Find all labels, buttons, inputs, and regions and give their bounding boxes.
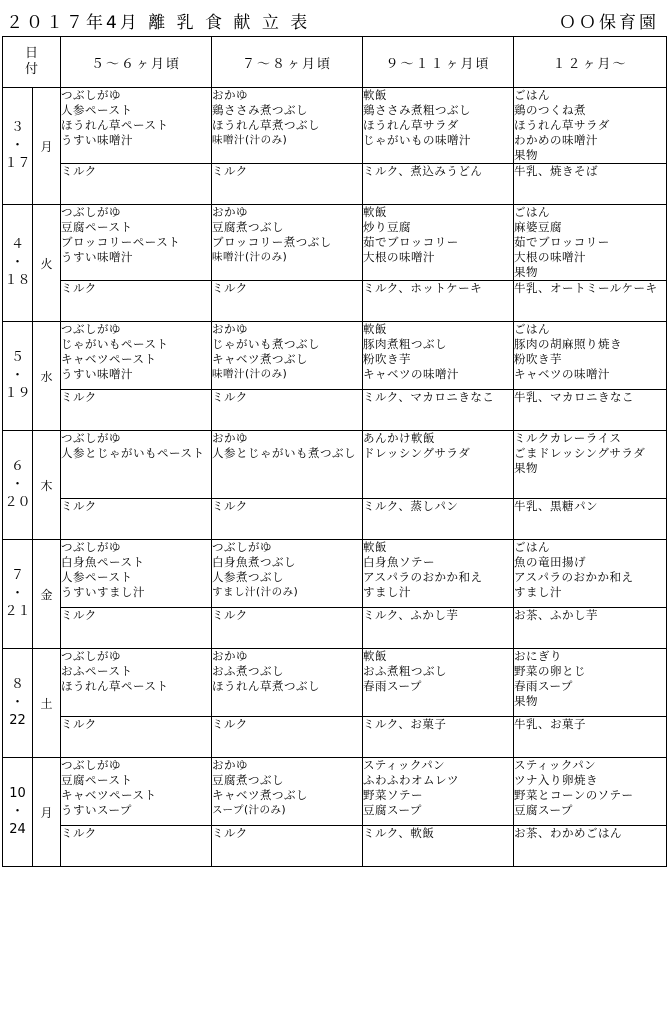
snack-cell xyxy=(514,390,667,431)
meal-item: つぶしがゆ xyxy=(61,205,122,219)
snack-cell xyxy=(61,164,212,205)
meal-item: うすい味噌汁 xyxy=(61,250,134,264)
meal-item: おふ煮粗つぶし xyxy=(363,664,448,678)
meal-item: ドレッシングサラダ xyxy=(363,446,471,460)
snack-item: ミルク、お菓子 xyxy=(363,717,447,731)
meal-item: つぶしがゆ xyxy=(61,649,122,663)
meal-item: ごはん xyxy=(514,205,551,219)
meal-cell xyxy=(363,758,514,826)
meal-item: うすいスープ xyxy=(61,803,132,817)
meal-item: おかゆ xyxy=(212,322,249,336)
meal-cell xyxy=(514,88,667,164)
meal-item: キャベツペースト xyxy=(61,788,157,802)
meal-cell xyxy=(514,540,667,608)
snack-item: 牛乳、お菓子 xyxy=(514,717,587,731)
day-snack-row xyxy=(3,281,667,322)
meal-item: 白身魚煮つぶし xyxy=(212,555,297,569)
meal-cell xyxy=(363,322,514,390)
meal-cell xyxy=(363,205,514,281)
snack-cell xyxy=(212,164,363,205)
meal-cell xyxy=(61,205,212,281)
meal-item: ブロッコリー煮つぶし xyxy=(212,235,332,249)
date-day: １７ xyxy=(4,156,31,171)
meal-item: ごまドレッシングサラダ xyxy=(514,446,646,460)
weekday-cell: 月 xyxy=(33,88,61,205)
snack-item: ミルク xyxy=(61,499,97,513)
meal-item: 粉吹き芋 xyxy=(363,352,412,366)
snack-cell xyxy=(212,390,363,431)
meal-item: じゃがいもの味噌汁 xyxy=(363,133,472,147)
meal-item: おかゆ xyxy=(212,205,249,219)
snack-item: ミルク xyxy=(61,164,97,178)
meal-item: 味噌汁(汁のみ) xyxy=(212,251,288,263)
snack-item: 牛乳、マカロニきなこ xyxy=(514,390,635,404)
meal-item: 白身魚ペースト xyxy=(61,555,145,569)
date-day: 22 xyxy=(9,713,26,728)
date-month: ８ xyxy=(10,677,24,692)
snack-cell xyxy=(61,499,212,540)
date-month: ５ xyxy=(10,350,24,365)
meal-item: キャベツ煮つぶし xyxy=(212,352,309,366)
meal-item: 人参ペースト xyxy=(61,103,133,117)
meal-item: おかゆ xyxy=(212,88,249,102)
snack-cell xyxy=(363,608,514,649)
snack-cell xyxy=(363,281,514,322)
date-separator: ・ xyxy=(10,477,24,492)
meal-item: おかゆ xyxy=(212,649,249,663)
date-separator: ・ xyxy=(10,138,24,153)
snack-item: 牛乳、焼きそば xyxy=(514,164,599,178)
date-label-top: 日 xyxy=(25,46,39,61)
snack-cell xyxy=(212,281,363,322)
meal-item: すまし汁(汁のみ) xyxy=(212,586,299,598)
meal-cell xyxy=(212,758,363,826)
menu-table xyxy=(2,36,667,867)
meal-item: 野菜の卵とじ xyxy=(514,664,587,678)
meal-item: ふわふわオムレツ xyxy=(363,773,460,787)
meal-cell xyxy=(61,88,212,164)
date-cell xyxy=(3,758,33,867)
meal-item: 野菜ソテー xyxy=(363,788,424,802)
meal-item: つぶしがゆ xyxy=(212,540,273,554)
meal-item: スティックパン xyxy=(363,758,446,772)
meal-item: 豆腐ペースト xyxy=(61,773,133,787)
meal-cell xyxy=(363,431,514,499)
meal-item: ごはん xyxy=(514,540,551,554)
meal-item: 軟飯 xyxy=(363,88,388,102)
meal-item: 白身魚ソテー xyxy=(363,555,436,569)
meal-item: おにぎり xyxy=(514,649,563,663)
page-title: ２０１７年4月 離 乳 食 献 立 表 xyxy=(6,13,311,33)
date-month: ３ xyxy=(10,120,24,135)
meal-item: ほうれん草サラダ xyxy=(514,118,610,132)
meal-cell xyxy=(212,540,363,608)
date-column-header xyxy=(3,37,61,88)
snack-cell xyxy=(61,608,212,649)
meal-item: ごはん xyxy=(514,322,551,336)
date-month: 10 xyxy=(9,786,26,801)
meal-item: わかめの味噌汁 xyxy=(514,133,599,147)
meal-item: 豆腐煮つぶし xyxy=(212,773,285,787)
meal-item: ほうれん草ペースト xyxy=(61,679,169,693)
date-label-bottom: 付 xyxy=(25,62,39,77)
menu-body xyxy=(3,88,667,867)
date-day: ２０ xyxy=(4,495,31,510)
meal-cell xyxy=(514,649,667,717)
meal-item: 豚肉煮粗つぶし xyxy=(363,337,448,351)
date-cell xyxy=(3,88,33,205)
snack-cell xyxy=(61,717,212,758)
meal-item: 大根の味噌汁 xyxy=(514,250,587,264)
meal-item: 軟飯 xyxy=(363,322,388,336)
snack-cell xyxy=(212,608,363,649)
snack-item: ミルク、ホットケーキ xyxy=(363,281,483,295)
day-snack-row xyxy=(3,164,667,205)
meal-cell xyxy=(212,431,363,499)
snack-item: ミルク xyxy=(212,281,248,295)
meal-item: 味噌汁(汁のみ) xyxy=(212,134,288,146)
snack-item: ミルク xyxy=(212,390,248,404)
meal-item: 春雨スープ xyxy=(363,679,422,693)
day-snack-row xyxy=(3,608,667,649)
meal-item: つぶしがゆ xyxy=(61,431,122,445)
meal-item: 麻婆豆腐 xyxy=(514,220,563,234)
snack-cell xyxy=(212,717,363,758)
date-day: １９ xyxy=(4,386,31,401)
column-header-9-11-months: ９～１１ヶ月頃 xyxy=(363,37,514,88)
date-separator: ・ xyxy=(10,586,24,601)
snack-item: ミルク xyxy=(61,390,97,404)
day-menu-row xyxy=(3,88,667,164)
meal-item: 鶏のつくね煮 xyxy=(514,103,587,117)
snack-item: お茶、わかめごはん xyxy=(514,826,623,840)
meal-cell xyxy=(61,431,212,499)
snack-item: ミルク、マカロニきなこ xyxy=(363,390,495,404)
page-header xyxy=(6,6,661,32)
meal-cell xyxy=(61,540,212,608)
snack-cell xyxy=(61,281,212,322)
day-menu-row xyxy=(3,649,667,717)
meal-item: 野菜とコーンのソテー xyxy=(514,788,634,802)
meal-item: 人参とじゃがいもペースト xyxy=(61,446,205,460)
date-separator: ・ xyxy=(10,695,24,710)
school-name: ＯＯ保育園 xyxy=(559,13,659,33)
snack-cell xyxy=(363,390,514,431)
snack-item: ミルク xyxy=(61,281,97,295)
weekday-cell: 金 xyxy=(33,540,61,649)
day-snack-row xyxy=(3,826,667,867)
date-month: ４ xyxy=(10,237,24,252)
snack-cell xyxy=(514,499,667,540)
meal-item: 茹でブロッコリー xyxy=(514,235,610,249)
meal-cell xyxy=(514,322,667,390)
meal-cell xyxy=(363,649,514,717)
meal-cell xyxy=(61,322,212,390)
date-separator: ・ xyxy=(10,368,24,383)
snack-cell xyxy=(514,826,667,867)
snack-item: ミルク xyxy=(212,164,248,178)
meal-cell xyxy=(212,322,363,390)
meal-item: アスパラのおかか和え xyxy=(514,570,634,584)
snack-item: ミルク、煮込みうどん xyxy=(363,164,483,178)
snack-cell xyxy=(363,499,514,540)
meal-item: ほうれん草煮つぶし xyxy=(212,118,321,132)
meal-item: ごはん xyxy=(514,88,551,102)
date-cell xyxy=(3,322,33,431)
meal-item: すまし汁 xyxy=(514,585,563,599)
meal-item: 軟飯 xyxy=(363,205,388,219)
meal-item: ほうれん草サラダ xyxy=(363,118,459,132)
meal-cell xyxy=(514,431,667,499)
day-menu-row xyxy=(3,431,667,499)
snack-cell xyxy=(514,717,667,758)
snack-cell xyxy=(514,281,667,322)
meal-item: キャベツ煮つぶし xyxy=(212,788,309,802)
meal-cell xyxy=(61,649,212,717)
snack-item: ミルク、軟飯 xyxy=(363,826,435,840)
snack-cell xyxy=(212,826,363,867)
day-snack-row xyxy=(3,390,667,431)
meal-item: アスパラのおかか和え xyxy=(363,570,483,584)
snack-item: ミルク、蒸しパン xyxy=(363,499,459,513)
meal-item: ツナ入り卵焼き xyxy=(514,773,599,787)
snack-cell xyxy=(514,164,667,205)
meal-item: うすい味噌汁 xyxy=(61,133,134,147)
meal-item: キャベツの味噌汁 xyxy=(363,367,460,381)
column-header-5-6-months: ５～６ヶ月頃 xyxy=(61,37,212,88)
meal-item: 鶏ささみ煮粗つぶし xyxy=(363,103,472,117)
day-menu-row xyxy=(3,205,667,281)
meal-item: 豚肉の胡麻照り焼き xyxy=(514,337,623,351)
meal-item: つぶしがゆ xyxy=(61,540,122,554)
date-day: ２１ xyxy=(4,604,31,619)
snack-item: 牛乳、オートミールケーキ xyxy=(514,281,658,295)
meal-item: 粉吹き芋 xyxy=(514,352,563,366)
snack-cell xyxy=(61,390,212,431)
date-separator: ・ xyxy=(10,255,24,270)
meal-item: じゃがいも煮つぶし xyxy=(212,337,321,351)
meal-item: おかゆ xyxy=(212,431,249,445)
meal-cell xyxy=(363,88,514,164)
meal-item: 軟飯 xyxy=(363,649,388,663)
day-snack-row xyxy=(3,499,667,540)
snack-cell xyxy=(212,499,363,540)
meal-item: ブロッコリーペースト xyxy=(61,235,181,249)
snack-item: ミルク xyxy=(61,717,97,731)
meal-item: ほうれん草煮つぶし xyxy=(212,679,321,693)
meal-item: 豆腐スープ xyxy=(514,803,573,817)
meal-cell xyxy=(212,649,363,717)
date-month: ６ xyxy=(10,459,24,474)
date-month: ７ xyxy=(10,568,24,583)
meal-item: つぶしがゆ xyxy=(61,88,122,102)
meal-item: おかゆ xyxy=(212,758,249,772)
meal-item: 人参煮つぶし xyxy=(212,570,285,584)
meal-item: 果物 xyxy=(514,148,539,162)
day-menu-row xyxy=(3,322,667,390)
snack-item: ミルク xyxy=(212,499,248,513)
date-cell xyxy=(3,431,33,540)
day-menu-row xyxy=(3,758,667,826)
meal-item: キャベツの味噌汁 xyxy=(514,367,611,381)
meal-item: 豆腐スープ xyxy=(363,803,422,817)
snack-cell xyxy=(363,717,514,758)
meal-cell xyxy=(212,205,363,281)
meal-cell xyxy=(514,205,667,281)
meal-item: おふペースト xyxy=(61,664,133,678)
snack-item: お茶、ふかし芋 xyxy=(514,608,599,622)
meal-cell xyxy=(61,758,212,826)
meal-item: 果物 xyxy=(514,265,539,279)
meal-item: 炒り豆腐 xyxy=(363,220,412,234)
meal-cell xyxy=(212,88,363,164)
date-day: １８ xyxy=(4,273,31,288)
meal-item: すまし汁 xyxy=(363,585,412,599)
snack-cell xyxy=(363,164,514,205)
weekday-cell: 月 xyxy=(33,758,61,867)
snack-cell xyxy=(514,608,667,649)
header-row xyxy=(3,37,667,88)
weekday-cell: 木 xyxy=(33,431,61,540)
meal-item: つぶしがゆ xyxy=(61,758,122,772)
day-menu-row xyxy=(3,540,667,608)
meal-item: スープ(汁のみ) xyxy=(212,804,287,816)
snack-item: ミルク xyxy=(212,717,248,731)
day-snack-row xyxy=(3,717,667,758)
meal-cell xyxy=(363,540,514,608)
date-cell xyxy=(3,540,33,649)
meal-item: ほうれん草ペースト xyxy=(61,118,169,132)
meal-item: 果物 xyxy=(514,694,539,708)
meal-item: 茹でブロッコリー xyxy=(363,235,459,249)
meal-item: おふ煮つぶし xyxy=(212,664,285,678)
snack-item: 牛乳、黒糖パン xyxy=(514,499,599,513)
meal-item: じゃがいもペースト xyxy=(61,337,169,351)
meal-cell xyxy=(514,758,667,826)
column-header-12-months: １２ヶ月～ xyxy=(514,37,667,88)
meal-item: つぶしがゆ xyxy=(61,322,122,336)
column-header-7-8-months: ７～８ヶ月頃 xyxy=(212,37,363,88)
meal-item: 魚の竜田揚げ xyxy=(514,555,587,569)
snack-cell xyxy=(363,826,514,867)
weekday-cell: 水 xyxy=(33,322,61,431)
snack-item: ミルク xyxy=(61,608,97,622)
meal-item: 大根の味噌汁 xyxy=(363,250,436,264)
snack-item: ミルク、ふかし芋 xyxy=(363,608,459,622)
snack-item: ミルク xyxy=(61,826,97,840)
date-separator: ・ xyxy=(10,804,24,819)
meal-item: 味噌汁(汁のみ) xyxy=(212,368,288,380)
date-cell xyxy=(3,205,33,322)
meal-item: 果物 xyxy=(514,461,539,475)
date-day: 24 xyxy=(9,822,26,837)
meal-item: 人参ペースト xyxy=(61,570,133,584)
snack-cell xyxy=(61,826,212,867)
snack-item: ミルク xyxy=(212,826,248,840)
meal-item: 軟飯 xyxy=(363,540,388,554)
meal-item: 鶏ささみ煮つぶし xyxy=(212,103,309,117)
meal-item: うすいすまし汁 xyxy=(61,585,146,599)
meal-item: スティックパン xyxy=(514,758,597,772)
meal-item: 春雨スープ xyxy=(514,679,573,693)
meal-item: 豆腐ペースト xyxy=(61,220,133,234)
snack-item: ミルク xyxy=(212,608,248,622)
meal-item: うすい味噌汁 xyxy=(61,367,134,381)
weekday-cell: 土 xyxy=(33,649,61,758)
meal-item: キャベツペースト xyxy=(61,352,157,366)
date-cell xyxy=(3,649,33,758)
meal-item: あんかけ軟飯 xyxy=(363,431,436,445)
weekday-cell: 火 xyxy=(33,205,61,322)
meal-item: 豆腐煮つぶし xyxy=(212,220,285,234)
meal-item: ミルクカレーライス xyxy=(514,431,622,445)
meal-item: 人参とじゃがいも煮つぶし xyxy=(212,446,357,460)
